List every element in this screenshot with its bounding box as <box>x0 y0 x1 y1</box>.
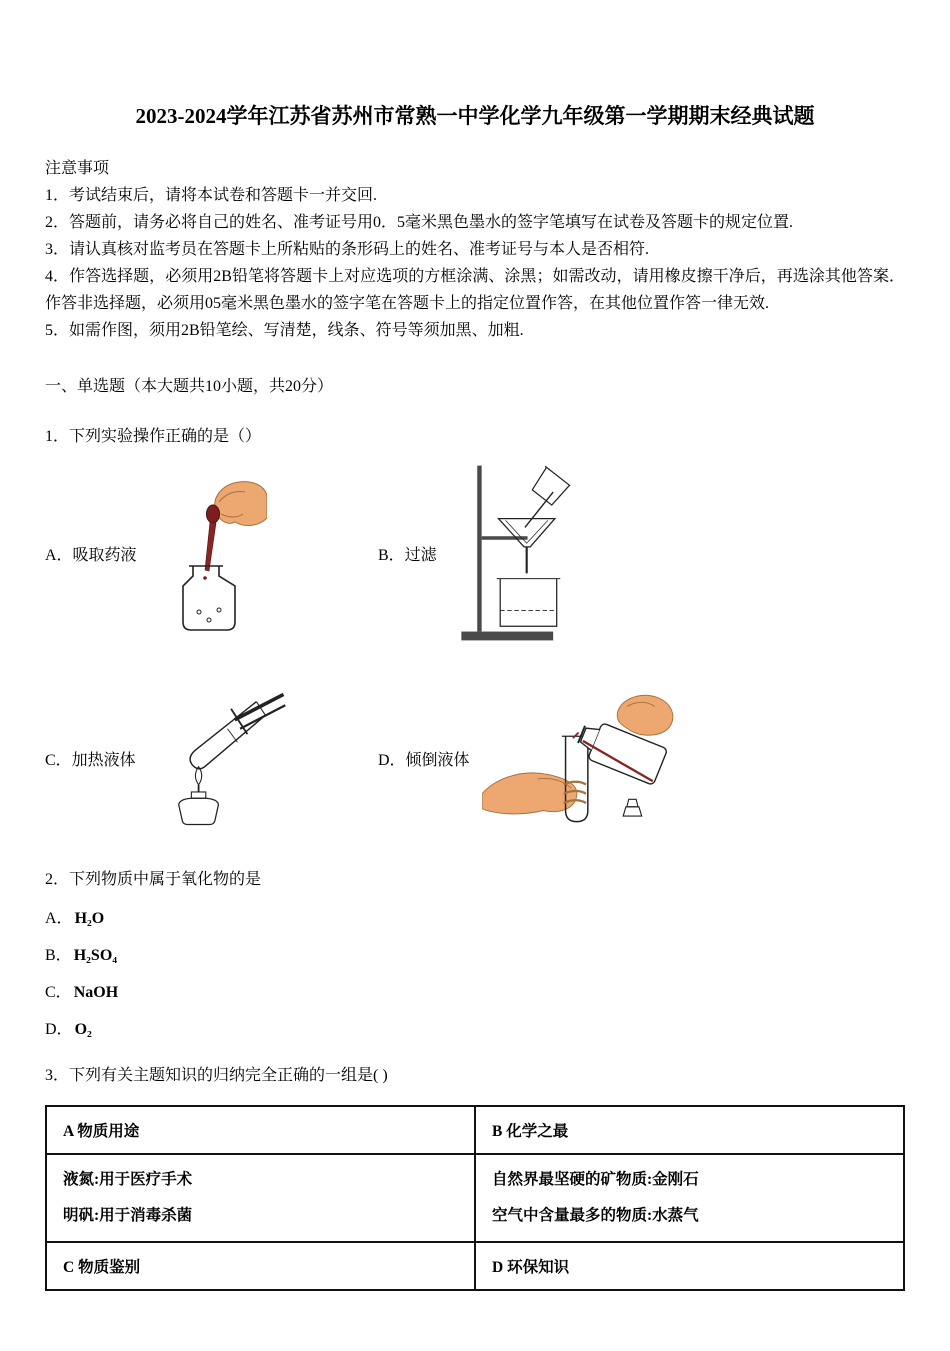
q1-option-b-label: B．过滤 <box>378 546 437 564</box>
q1-option-d <box>378 686 905 831</box>
notice-item-3: 3．请认真核对监考员在答题卡上所粘贴的条形码上的姓名、准考证号与本人是否相符. <box>45 241 650 258</box>
table-cell-a-content <box>46 1154 475 1242</box>
q1-option-c-label: C．加热液体 <box>45 752 136 769</box>
q1-option-b <box>378 462 905 644</box>
notice-item-4: 4．作答选择题，必须用2B铅笔将答题卡上对应选项的方框涂满、涂黑；如需改动，请用橡皮擦干净后，再选涂其他答案．作答非选择题，必须用05毫米黑色墨水的签字笔在答题卡上的指定位置作答，在其他位置作答一律无效. <box>45 268 905 312</box>
cell-b-line-2: 空气中含量最多的物质:水蒸气 <box>492 1207 699 1224</box>
aspirating-liquid-figure <box>149 474 267 632</box>
notice-item-5: 5．如需作图，须用2B铅笔绘、写清楚，线条、符号等须加黑、加粗. <box>45 322 524 339</box>
question-2-text: 2．下列物质中属于氧化物的是 <box>45 871 262 888</box>
q2-option-d-formula: O₂ <box>74 1021 92 1038</box>
notice-item-1: 1．考试结束后，请将本试卷和答题卡一并交回. <box>45 187 378 204</box>
question-2 <box>45 867 905 1041</box>
notice-item-2: 2．答题前，请务必将自己的姓名、准考证号用0．5毫米黑色墨水的签字笔填写在试卷及答题卡的规定位置. <box>45 214 794 231</box>
q1-option-d-label: D．倾倒液体 <box>378 752 470 769</box>
cell-a-line-2: 明矾:用于消毒杀菌 <box>63 1207 193 1224</box>
q2-option-c-letter: C． <box>45 984 72 1001</box>
cell-b-line-1: 自然界最坚硬的矿物质:金刚石 <box>492 1171 699 1188</box>
q2-option-a <box>45 908 905 930</box>
q2-option-b-letter: B． <box>45 947 72 964</box>
q1-option-a-label: A．吸取药液 <box>45 546 137 564</box>
q2-option-b-formula: H₂SO₄ <box>73 947 118 964</box>
notice-heading: 注意事项 <box>45 160 110 177</box>
question-3 <box>45 1063 905 1291</box>
question-3-text: 3．下列有关主题知识的归纳完全正确的一组是( ) <box>45 1067 388 1084</box>
table-cell-d-topic: D 环保知识 <box>475 1242 904 1290</box>
table-cell-c-topic: C 物质鉴别 <box>46 1242 475 1290</box>
q2-option-b <box>45 945 905 967</box>
section-one-heading: 一、单选题（本大题共10小题，共20分） <box>45 378 334 395</box>
table-cell-b-content <box>475 1154 904 1242</box>
q1-option-c <box>45 689 378 829</box>
table-cell-b-topic: B 化学之最 <box>475 1106 904 1154</box>
table-row-body <box>46 1154 904 1242</box>
pouring-liquid-figure <box>482 686 677 831</box>
paper-title: 2023-2024学年江苏省苏州市常熟一中学化学九年级第一学期期末经典试题 <box>135 104 815 128</box>
q1-figure-grid <box>45 462 905 831</box>
question-1 <box>45 424 905 831</box>
q2-option-c <box>45 982 905 1004</box>
cell-a-line-1: 液氮:用于医疗手术 <box>63 1171 193 1188</box>
table-row-headers <box>46 1106 904 1154</box>
q3-summary-table <box>45 1105 905 1291</box>
table-row-footers <box>46 1242 904 1290</box>
q2-option-a-formula: H₂O <box>74 910 105 927</box>
filtration-figure <box>449 462 577 644</box>
q2-option-d-letter: D． <box>45 1021 73 1038</box>
table-cell-a-topic: A 物质用途 <box>46 1106 475 1154</box>
heating-liquid-figure <box>148 689 288 829</box>
q2-option-d <box>45 1019 905 1041</box>
q2-option-a-letter: A． <box>45 910 73 927</box>
question-1-text: 1．下列实验操作正确的是（） <box>45 428 262 445</box>
q1-option-a <box>45 474 378 632</box>
q2-option-c-formula: NaOH <box>73 984 119 1001</box>
notice-section <box>45 156 905 344</box>
